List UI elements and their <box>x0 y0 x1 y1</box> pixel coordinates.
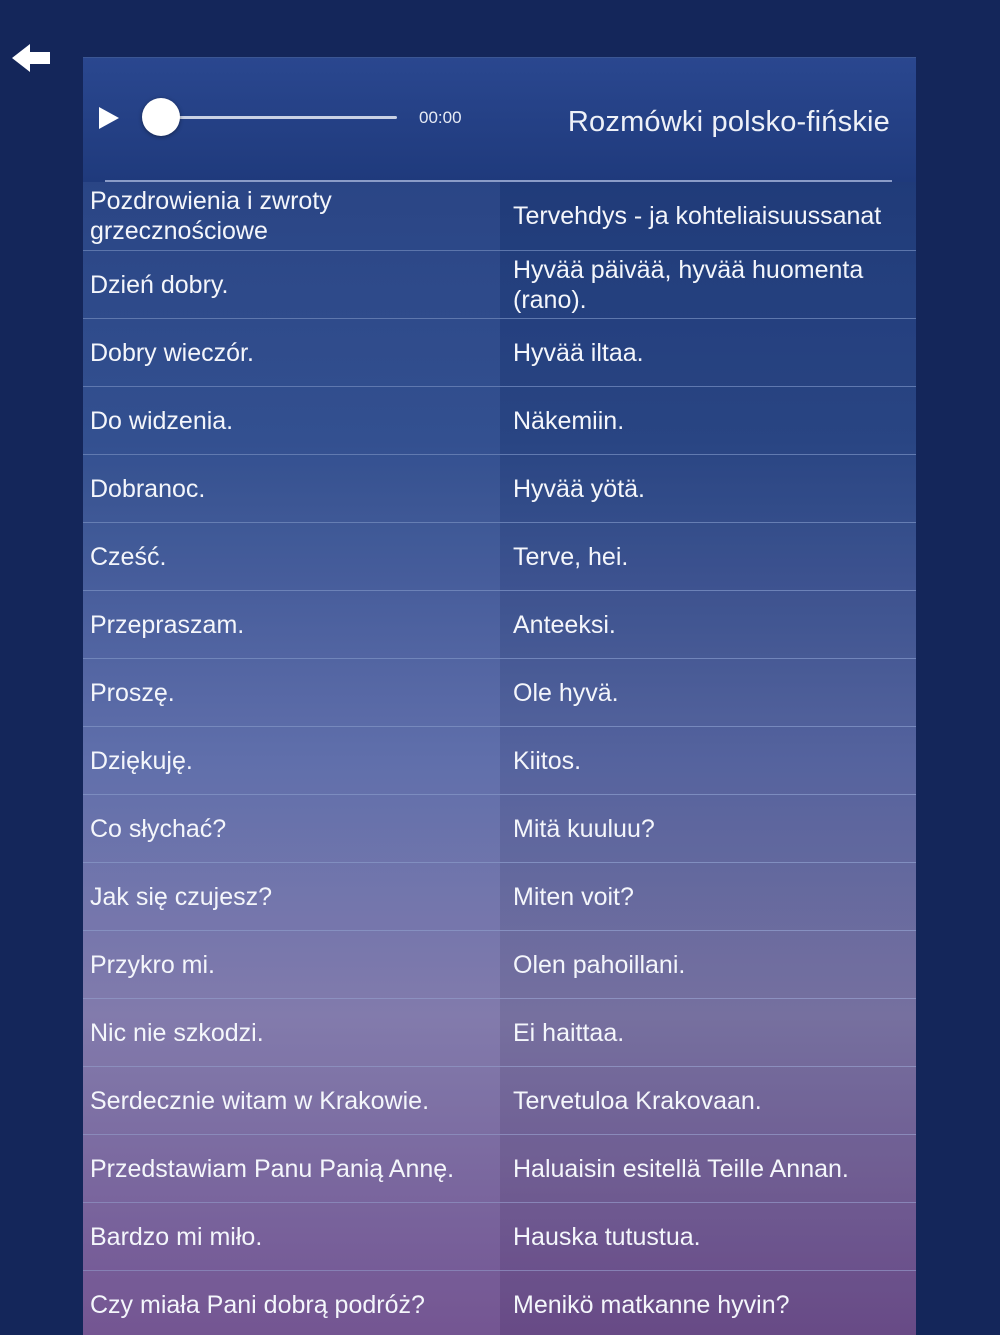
play-icon[interactable] <box>99 107 119 129</box>
phrase-row[interactable] <box>83 659 916 727</box>
phrase-polish: Nic nie szkodzi. <box>83 999 500 1066</box>
phrase-polish: Cześć. <box>83 523 500 590</box>
phrase-row[interactable] <box>83 387 916 455</box>
phrase-finnish: Olen pahoillani. <box>500 931 916 998</box>
arrow-left-icon <box>12 42 52 74</box>
progress-slider-knob[interactable] <box>142 98 180 136</box>
phrase-row[interactable] <box>83 182 916 251</box>
phrase-finnish: Hyvää yötä. <box>500 455 916 522</box>
phrase-finnish: Hyvää iltaa. <box>500 319 916 386</box>
phrase-row[interactable] <box>83 591 916 659</box>
phrase-finnish: Kiitos. <box>500 727 916 794</box>
phrase-polish: Dziękuję. <box>83 727 500 794</box>
phrase-polish: Proszę. <box>83 659 500 726</box>
phrase-polish: Co słychać? <box>83 795 500 862</box>
audio-player <box>83 58 916 182</box>
phrase-row[interactable] <box>83 727 916 795</box>
phrase-polish: Dobry wieczór. <box>83 319 500 386</box>
phrase-finnish: Miten voit? <box>500 863 916 930</box>
phrase-row[interactable] <box>83 523 916 591</box>
phrase-finnish: Anteeksi. <box>500 591 916 658</box>
phrase-finnish: Näkemiin. <box>500 387 916 454</box>
phrase-row[interactable] <box>83 1203 916 1271</box>
phrase-row[interactable] <box>83 1067 916 1135</box>
phrase-finnish: Hauska tutustua. <box>500 1203 916 1270</box>
phrase-row[interactable] <box>83 1271 916 1335</box>
phrase-row[interactable] <box>83 795 916 863</box>
phrase-polish: Dobranoc. <box>83 455 500 522</box>
phrase-finnish: Tervetuloa Krakovaan. <box>500 1067 916 1134</box>
phrase-polish: Jak się czujesz? <box>83 863 500 930</box>
phrase-polish: Przepraszam. <box>83 591 500 658</box>
phrase-row[interactable] <box>83 1135 916 1203</box>
phrase-polish: Bardzo mi miło. <box>83 1203 500 1270</box>
phrase-list <box>83 182 916 1335</box>
back-button[interactable] <box>12 42 52 74</box>
phrase-row[interactable] <box>83 863 916 931</box>
phrase-finnish: Ole hyvä. <box>500 659 916 726</box>
phrase-row[interactable] <box>83 999 916 1067</box>
phrase-polish: Czy miała Pani dobrą podróż? <box>83 1271 500 1335</box>
phrasebook-panel <box>83 57 916 1335</box>
phrase-finnish: Ei haittaa. <box>500 999 916 1066</box>
phrase-polish: Przedstawiam Panu Panią Annę. <box>83 1135 500 1202</box>
phrase-row[interactable] <box>83 251 916 319</box>
phrase-polish: Dzień dobry. <box>83 251 500 318</box>
phrase-finnish: Mitä kuuluu? <box>500 795 916 862</box>
phrase-polish: Do widzenia. <box>83 387 500 454</box>
phrase-polish: Serdecznie witam w Krakowie. <box>83 1067 500 1134</box>
phrase-finnish: Menikö matkanne hyvin? <box>500 1271 916 1335</box>
phrase-row[interactable] <box>83 455 916 523</box>
phrase-row[interactable] <box>83 319 916 387</box>
time-label: 00:00 <box>419 108 462 127</box>
phrase-finnish: Terve, hei. <box>500 523 916 590</box>
phrase-row[interactable] <box>83 931 916 999</box>
phrase-finnish: Haluaisin esitellä Teille Annan. <box>500 1135 916 1202</box>
phrase-polish: Przykro mi. <box>83 931 500 998</box>
phrase-finnish: Tervehdys - ja kohteliaisuussanat <box>500 182 916 250</box>
progress-slider[interactable] <box>161 116 397 119</box>
page-title: Rozmówki polsko-fińskie <box>567 106 890 138</box>
phrase-polish: Pozdrowienia i zwroty grzecznościowe <box>83 182 500 250</box>
phrase-finnish: Hyvää päivää, hyvää huomenta (rano). <box>500 251 916 318</box>
